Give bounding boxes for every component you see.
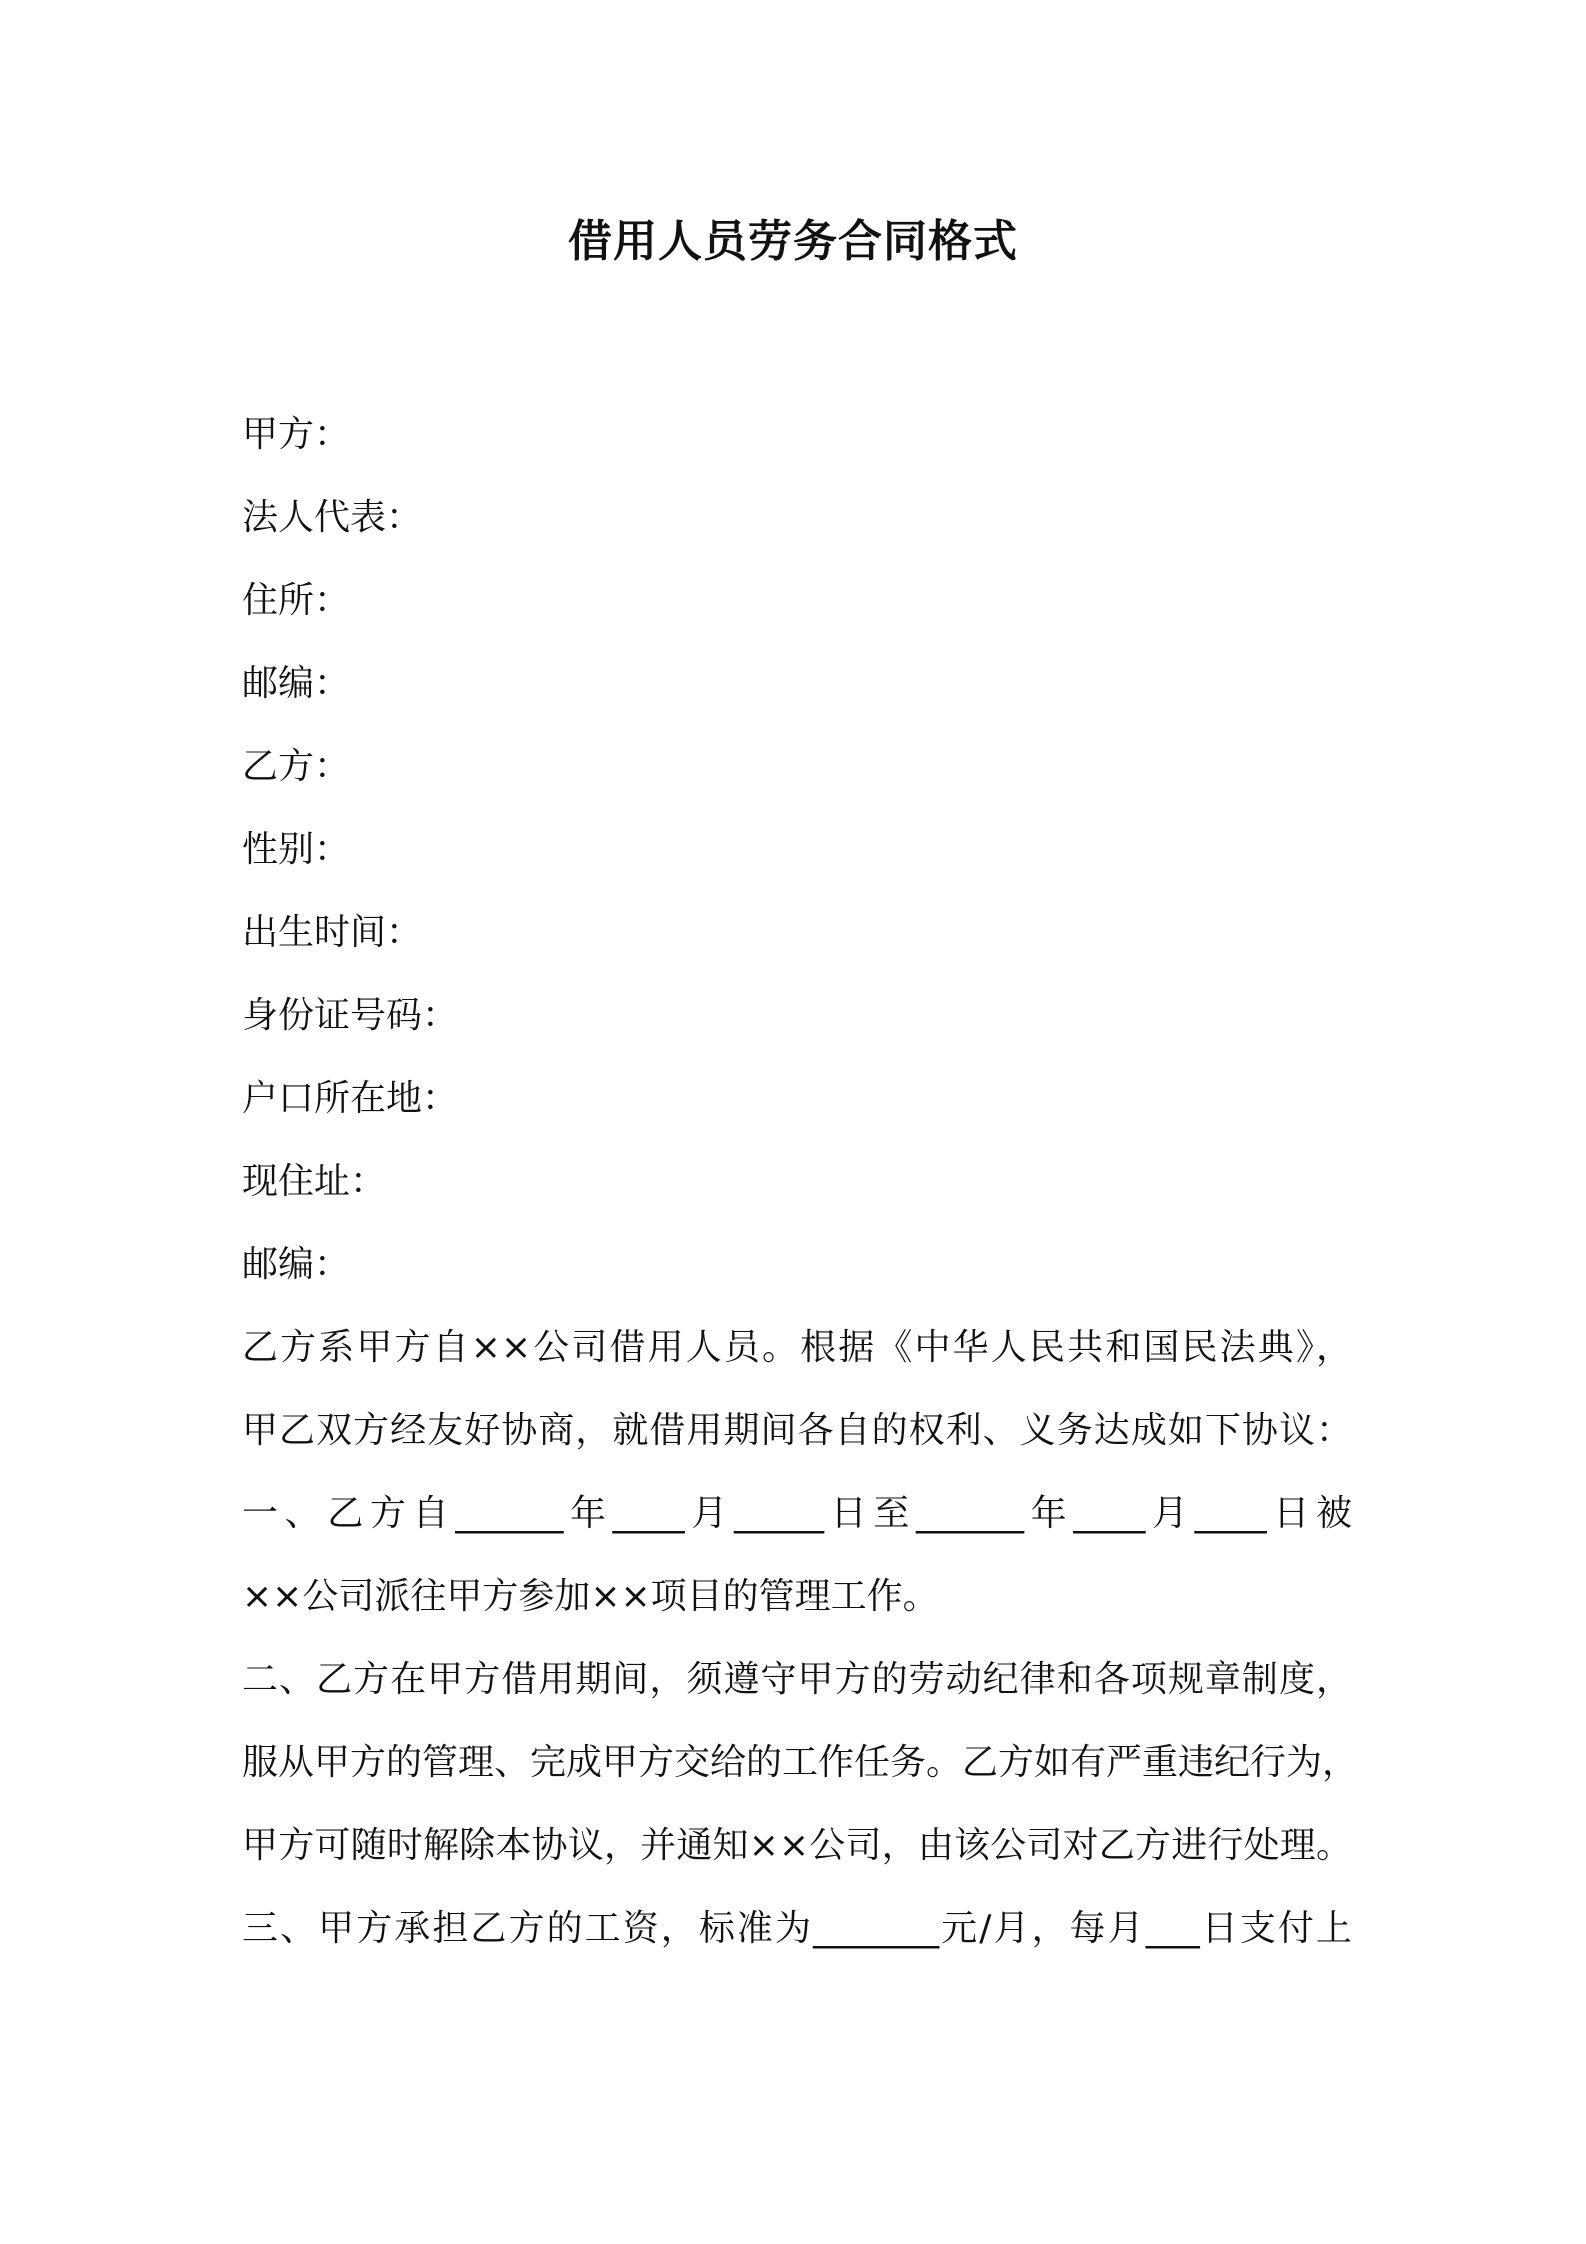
field-household-registration: 户口所在地： xyxy=(242,1078,459,1119)
field-party-b: 乙方： xyxy=(242,746,351,787)
field-current-address: 现住址： xyxy=(242,1161,387,1202)
body-line: 甲方可随时解除本协议，并通知××公司，由该公司对乙方进行处理。 xyxy=(242,1825,1352,1866)
body-line: 乙方系甲方自××公司借用人员。根据《中华人民共和国民法典》， xyxy=(242,1327,1352,1368)
field-postcode-b: 邮编： xyxy=(242,1244,351,1285)
field-gender: 性别： xyxy=(242,829,351,870)
field-postcode-a: 邮编： xyxy=(242,663,351,704)
body-line: 三、甲方承担乙方的工资，标准为_______元/月，每月___日支付上 xyxy=(242,1908,1352,1949)
field-legal-representative: 法人代表： xyxy=(242,497,423,538)
field-address: 住所： xyxy=(242,580,351,621)
field-party-a: 甲方： xyxy=(242,414,351,455)
field-birth-date: 出生时间： xyxy=(242,912,423,953)
document-title: 借用人员劳务合同格式 xyxy=(568,216,1018,267)
body-line: 二、乙方在甲方借用期间，须遵守甲方的劳动纪律和各项规章制度， xyxy=(242,1659,1352,1700)
field-id-number: 身份证号码： xyxy=(242,995,459,1036)
body-line: 一、乙方自______年____月_____日至______年____月____日被 xyxy=(242,1493,1352,1534)
body-line: ××公司派往甲方参加××项目的管理工作。 xyxy=(242,1576,939,1617)
body-line: 甲乙双方经友好协商，就借用期间各自的权利、义务达成如下协议： xyxy=(242,1410,1352,1451)
body-line: 服从甲方的管理、完成甲方交给的工作任务。乙方如有严重违纪行为， xyxy=(242,1742,1359,1783)
